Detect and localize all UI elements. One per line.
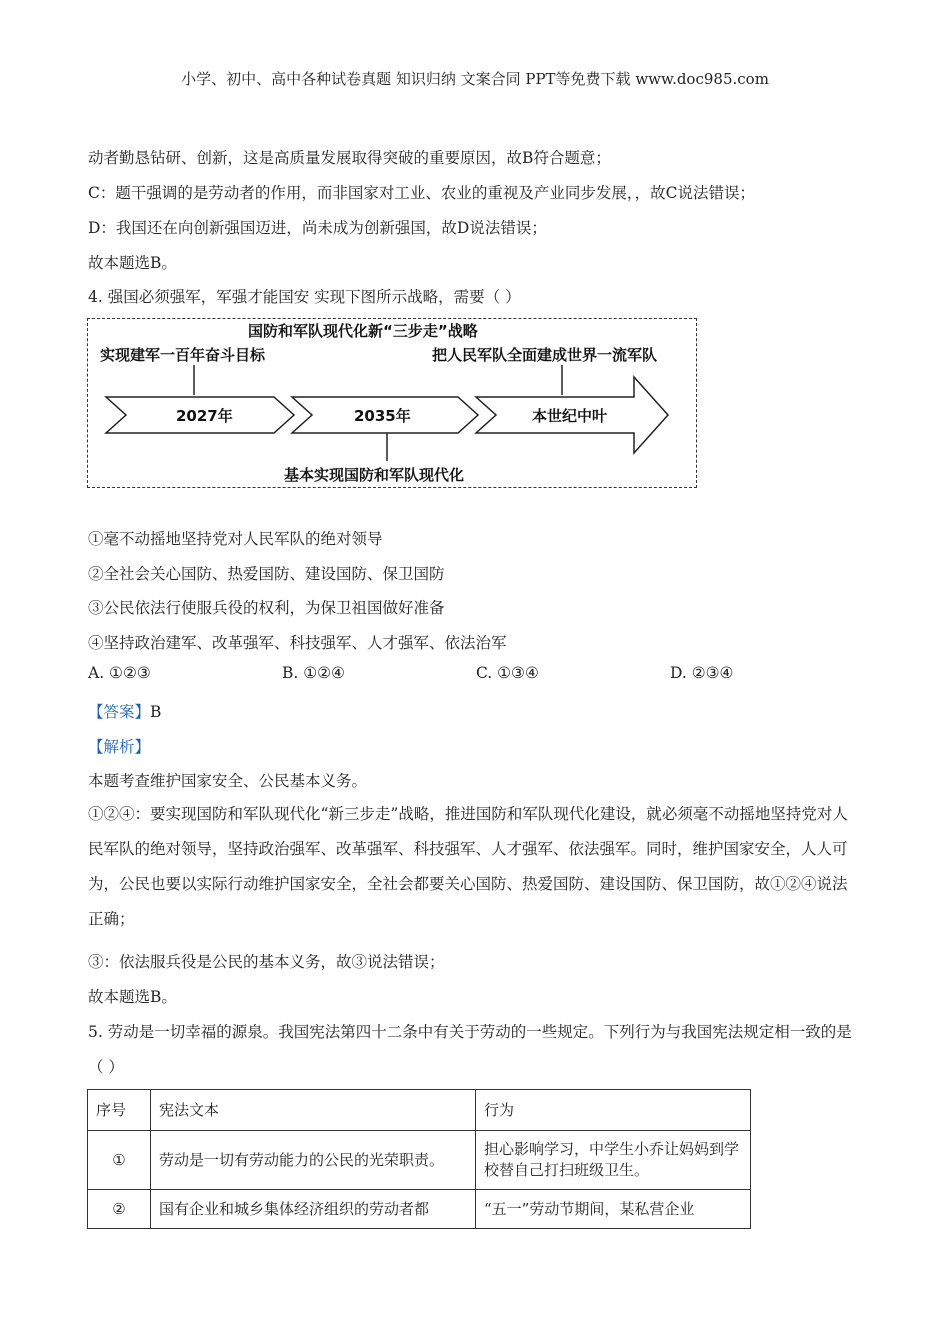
q4-option-b: B. ①②④ <box>282 664 345 682</box>
header-cell: 序号 <box>88 1090 151 1131</box>
q4-stem: 4. 强国必须强军，军强才能国安 实现下图所示战略，需要（ ） <box>88 288 521 306</box>
q4-statement-1: ①毫不动摇地坚持党对人民军队的绝对领导 <box>88 530 383 548</box>
prev-analysis-line-4: 故本题选B。 <box>88 254 177 272</box>
q4-analysis-2: ①②④：要实现国防和军队现代化“新三步走”战略，推进国防和军队现代化建设，就必须毫不动摇地坚持党对人民军队的绝对领导，坚持政治强军、改革强军、科技强军、人才强军、依法强军。同时，维护国家安全，人人可为，公民也要以实际行动维护国家安全，全社会都要关心国防、热爱国防、建设国防、保卫国防，故①②④说法正确； <box>88 805 848 928</box>
table-cell: 担心影响学习，中学生小乔让妈妈到学校替自己打扫班级卫生。 <box>476 1131 751 1190</box>
q4-analysis-4: 故本题选B。 <box>88 988 177 1006</box>
q4-analysis-1: 本题考查维护国家安全、公民基本义务。 <box>88 772 368 790</box>
label-2035: 2035年 <box>354 407 411 425</box>
analysis-tag: 【解析】 <box>88 738 151 756</box>
q5-stem: 5. 劳动是一切幸福的源泉。我国宪法第四十二条中有关于劳动的一些规定。下列行为与我国宪法规定相一致的是（ ） <box>88 1023 852 1076</box>
label-midcentury: 本世纪中叶 <box>532 407 608 425</box>
goal-modernization: 基本实现国防和军队现代化 <box>284 466 465 484</box>
q4-statement-3: ③公民依法行使服兵役的权利，为保卫祖国做好准备 <box>88 599 445 617</box>
prev-analysis-line-2: C：题干强调的是劳动者的作用，而非国家对工业、农业的重视及产业同步发展，，故C说法错误； <box>88 184 755 202</box>
q4-answer <box>88 700 161 722</box>
table-cell: ② <box>88 1190 151 1229</box>
table-row <box>88 1190 751 1229</box>
goal-centenary: 实现建军一百年奋斗目标 <box>100 346 266 364</box>
prev-analysis-line-1: 动者勤恳钻研、创新，这是高质量发展取得突破的重要原因，故B符合题意； <box>88 149 611 167</box>
table-header-row <box>88 1090 751 1131</box>
q4-statement-2: ②全社会关心国防、热爱国防、建设国防、保卫国防 <box>88 565 445 583</box>
table-cell: “五一”劳动节期间，某私营企业 <box>476 1190 751 1229</box>
q4-statement-4: ④坚持政治建军、改革强军、科技强军、人才强军、依法治军 <box>88 634 507 652</box>
table-cell: 劳动是一切有劳动能力的公民的光荣职责。 <box>151 1131 476 1190</box>
q4-option-a: A. ①②③ <box>88 664 151 682</box>
header-cell: 行为 <box>476 1090 751 1131</box>
diagram-title: 国防和军队现代化新“三步走”战略 <box>248 322 478 340</box>
label-2027: 2027年 <box>176 407 233 425</box>
q4-analysis-3: ③：依法服兵役是公民的基本义务，故③说法错误； <box>88 953 445 971</box>
table-cell: 国有企业和城乡集体经济组织的劳动者都 <box>151 1190 476 1229</box>
strategy-diagram <box>87 318 697 488</box>
constitution-table <box>87 1089 751 1229</box>
q4-option-c: C. ①③④ <box>476 664 539 682</box>
answer-tag: 【答案】 <box>88 703 151 721</box>
goal-world-class: 把人民军队全面建成世界一流军队 <box>432 346 658 364</box>
table-row <box>88 1131 751 1190</box>
page-header: 小学、初中、高中各种试卷真题 知识归纳 文案合同 PPT等免费下载 www.doc985.com <box>181 70 769 88</box>
header-cell: 宪法文本 <box>151 1090 476 1131</box>
table-cell: ① <box>88 1131 151 1190</box>
q4-analysis-tag <box>88 735 150 757</box>
answer-value: B <box>150 703 162 721</box>
q4-option-d: D. ②③④ <box>670 664 734 682</box>
prev-analysis-line-3: D：我国还在向创新强国迈进，尚未成为创新强国，故D说法错误； <box>88 219 547 237</box>
